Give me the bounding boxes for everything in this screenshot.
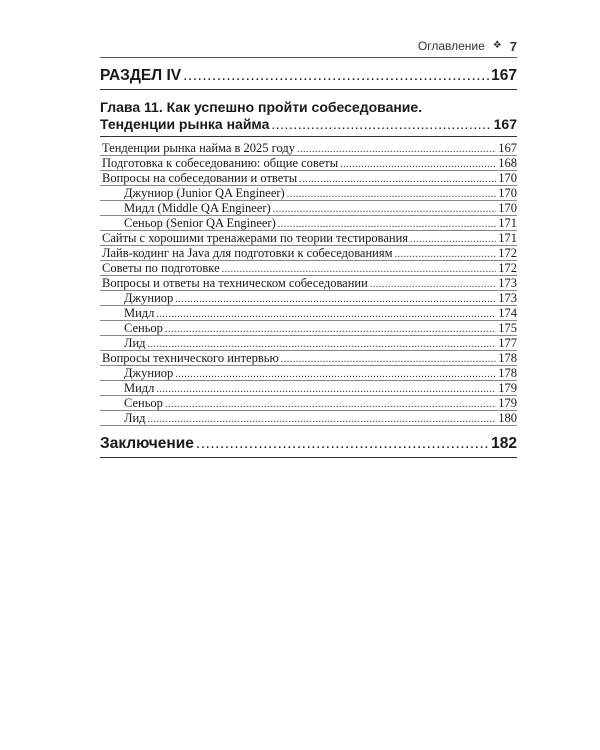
dot-leader (340, 158, 496, 172)
toc-entry[interactable] (100, 366, 517, 381)
dot-leader (165, 398, 496, 412)
dot-leader (165, 323, 496, 337)
toc-entry-page: 177 (498, 336, 517, 350)
toc-conclusion-entry[interactable] (100, 432, 517, 458)
toc-entry-page: 170 (498, 171, 517, 185)
toc-entry-label: Подготовка к собеседованию: общие советы (102, 156, 339, 170)
toc-section-label: РАЗДЕЛ IV (100, 67, 182, 84)
toc-entry[interactable] (100, 336, 517, 351)
toc-entry-page: 172 (498, 261, 517, 275)
toc-entry[interactable] (100, 186, 517, 201)
dot-leader (148, 338, 497, 352)
toc-entry-page: 167 (498, 141, 517, 155)
toc-entry-page: 171 (498, 231, 517, 245)
toc-entry-page: 178 (498, 366, 517, 380)
toc-entry-page: 170 (498, 186, 517, 200)
toc-entry-label: Джуниор (124, 366, 174, 380)
toc-entry-label: Мидл (124, 306, 155, 320)
toc-chapter-entry[interactable] (100, 116, 517, 137)
dot-leader (175, 293, 496, 307)
toc-entry[interactable] (100, 411, 517, 426)
toc-entry-label: Вопросы на собеседовании и ответы (102, 171, 298, 185)
dot-leader (287, 188, 497, 202)
toc-entry[interactable] (100, 216, 517, 231)
toc-entry-page: 179 (498, 381, 517, 395)
dot-leader (196, 435, 489, 453)
dot-leader (297, 143, 496, 157)
toc-entry-label: Сеньор (124, 321, 163, 335)
toc-entry[interactable] (100, 291, 517, 306)
toc-entry[interactable] (100, 321, 517, 336)
toc-entry-label: Лид (124, 411, 146, 425)
toc-entry-label: Мидл (Middle QA Engineer) (124, 201, 271, 215)
toc-entry-label: Лайв-кодинг на Java для подготовки к собеседованиям (102, 246, 393, 260)
toc-entry[interactable] (100, 396, 517, 411)
dot-leader (271, 116, 491, 132)
toc-entry[interactable] (100, 156, 517, 171)
dot-leader (183, 67, 489, 85)
toc-entry-page: 171 (498, 216, 517, 230)
toc-entry-page: 168 (498, 156, 517, 170)
dot-leader (410, 233, 496, 247)
toc-entry-page: 170 (498, 201, 517, 215)
toc-entry-label: Советы по подготовке (102, 261, 220, 275)
page-number: 7 (509, 38, 517, 54)
toc-entry-page: 173 (498, 276, 517, 290)
toc-entry[interactable] (100, 141, 517, 156)
toc-conclusion-page: 182 (491, 435, 517, 452)
toc-entry-label: Лид (124, 336, 146, 350)
toc-entry-page: 173 (498, 291, 517, 305)
dot-leader (299, 173, 496, 187)
dot-leader (278, 218, 497, 232)
toc-entry[interactable] (100, 261, 517, 276)
toc-chapter-label: Тенденции рынка найма (100, 116, 270, 132)
toc-entry[interactable] (100, 306, 517, 321)
toc-entry[interactable] (100, 351, 517, 366)
dot-leader (281, 353, 496, 367)
toc-entry-label: Тенденции рынка найма в 2025 году (102, 141, 295, 155)
dot-leader (156, 308, 496, 322)
toc-section-page: 167 (491, 67, 517, 84)
dot-leader (148, 413, 497, 427)
dot-leader (222, 263, 497, 277)
toc-entry-label: Джуниор (124, 291, 174, 305)
toc-entry[interactable] (100, 276, 517, 291)
dot-leader (395, 248, 497, 262)
toc-entry-label: Вопросы и ответы на техническом собеседовании (102, 276, 368, 290)
toc-entry-label: Мидл (124, 381, 155, 395)
dot-leader (370, 278, 496, 292)
toc-entry[interactable] (100, 171, 517, 186)
toc-entry-page: 175 (498, 321, 517, 335)
toc-entry[interactable] (100, 381, 517, 396)
toc-conclusion-label: Заключение (100, 435, 194, 452)
toc-entry-page: 178 (498, 351, 517, 365)
toc-section-entry[interactable] (100, 64, 517, 90)
toc-entry-page: 180 (498, 411, 517, 425)
dot-leader (156, 383, 496, 397)
toc-entries (100, 141, 517, 426)
toc-entry-label: Сеньор (Senior QA Engineer) (124, 216, 276, 230)
toc-entry-label: Сайты с хорошими тренажерами по теории тестирования (102, 231, 409, 245)
toc-entry-page: 174 (498, 306, 517, 320)
ornament-icon: ❖ (492, 40, 502, 51)
toc-entry[interactable] (100, 201, 517, 216)
toc-chapter-title-line1[interactable]: Глава 11. Как успешно пройти собеседование. (100, 99, 423, 115)
header-rule (100, 57, 517, 58)
toc-entry-label: Вопросы технического интервью (102, 351, 279, 365)
toc-entry-label: Сеньор (124, 396, 163, 410)
dot-leader (273, 203, 497, 217)
toc-chapter-page: 167 (493, 116, 517, 132)
toc-entry-page: 172 (498, 246, 517, 260)
toc-entry[interactable] (100, 246, 517, 261)
running-head-title: Оглавление (417, 39, 485, 53)
running-head (100, 38, 517, 54)
toc-entry-page: 179 (498, 396, 517, 410)
dot-leader (175, 368, 496, 382)
toc-entry-label: Джуниор (Junior QA Engineer) (124, 186, 285, 200)
toc-entry[interactable] (100, 231, 517, 246)
table-of-contents (100, 64, 517, 458)
